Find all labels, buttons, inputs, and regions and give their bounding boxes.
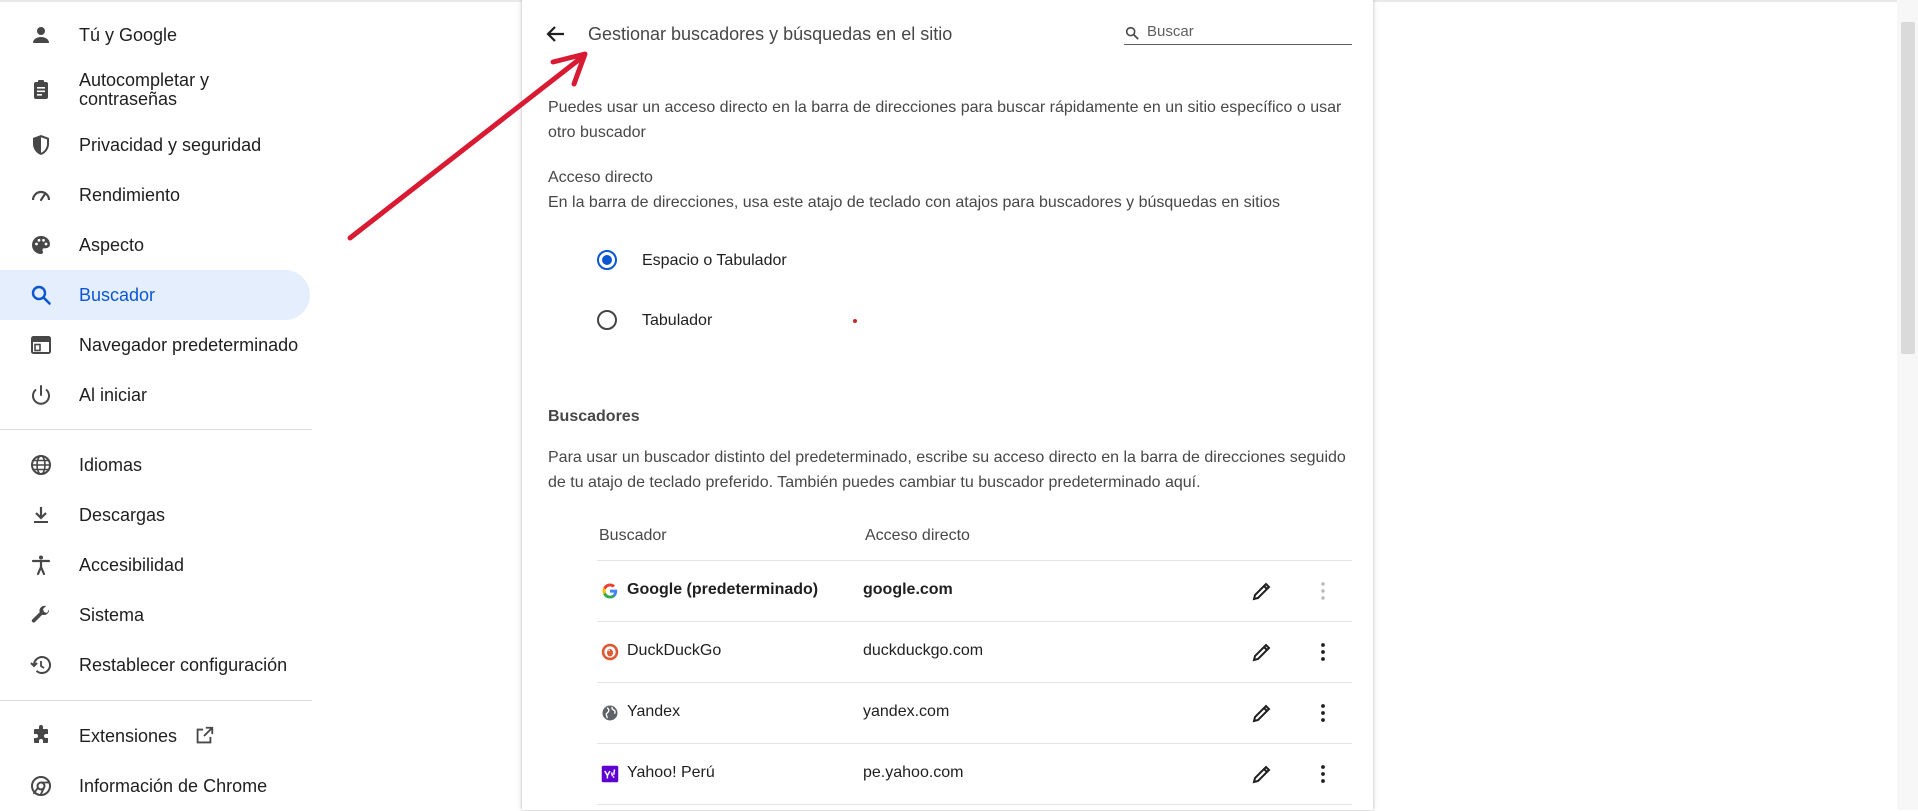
search-icon [1124, 25, 1140, 41]
sidebar-item-label: Accesibilidad [79, 555, 185, 575]
sidebar-item-downloads[interactable] [0, 490, 310, 540]
sidebar-item-label: Idiomas [79, 455, 143, 475]
table-row [597, 682, 1352, 744]
sidebar-item-label: Navegador predeterminado [79, 335, 299, 355]
sidebar-item-accessibility[interactable] [0, 540, 310, 590]
palette-icon [29, 233, 53, 257]
annotation-arrow-icon [340, 40, 600, 250]
sidebar-item-label: Descargas [79, 505, 166, 525]
shortcut-heading: Acceso directo [548, 169, 653, 186]
more-vert-icon[interactable] [1311, 762, 1335, 786]
sidebar-item-extensions[interactable] [0, 711, 310, 761]
engine-shortcut: yandex.com [863, 703, 950, 720]
sidebar-item-default-browser[interactable] [0, 320, 310, 370]
sidebar-item-autofill[interactable] [0, 65, 310, 115]
table-row [597, 621, 1352, 683]
sidebar-item-label: Autocompletar y contraseñas [79, 70, 210, 109]
edit-pencil-icon[interactable] [1250, 762, 1274, 786]
table-row [597, 560, 1352, 622]
sidebar-item-system[interactable] [0, 590, 310, 640]
sidebar-item-performance[interactable] [0, 170, 310, 220]
sidebar-item-label: Buscador [79, 285, 156, 305]
red-dot-mark [853, 319, 857, 323]
radio-option-space-or-tab[interactable] [597, 250, 897, 278]
globe-icon [601, 704, 619, 722]
more-vert-icon[interactable] [1311, 640, 1335, 664]
speedometer-icon [29, 183, 53, 207]
edit-pencil-icon[interactable] [1250, 579, 1274, 603]
column-header-shortcut: Acceso directo [865, 527, 970, 544]
browser-window-icon [29, 333, 53, 357]
sidebar-item-about-chrome[interactable] [0, 761, 310, 811]
puzzle-icon [29, 724, 53, 748]
engine-shortcut: google.com [863, 581, 953, 598]
more-vert-icon[interactable] [1311, 701, 1335, 725]
more-vert-icon[interactable] [1311, 579, 1335, 603]
sidebar-item-languages[interactable] [0, 440, 310, 490]
restore-icon [29, 653, 53, 677]
table-bottom-border [597, 804, 1352, 805]
search-icon [29, 283, 53, 307]
intro-text: Puedes usar un acceso directo en la barra de direcciones para buscar rápidamente en un sitio específico o usar otro buscador [548, 99, 1342, 141]
sidebar-item-label: Sistema [79, 605, 145, 625]
radio-label: Espacio o Tabulador [642, 252, 787, 269]
shortcut-description: En la barra de direcciones, usa este atajo de teclado con atajos para buscadores y búsquedas en sitios [548, 194, 1281, 211]
radio-option-tab[interactable] [597, 310, 897, 338]
sidebar-divider [0, 700, 312, 701]
sidebar-item-you-and-google[interactable] [0, 10, 310, 60]
shield-icon [29, 133, 53, 157]
globe-icon [29, 453, 53, 477]
engines-description: Para usar un buscador distinto del predeterminado, escribe su acceso directo en la barra de direcciones seguido de tu atajo de teclado preferido. También puedes cambiar tu buscador predeterminado aquí. [548, 449, 1346, 491]
sidebar-item-label: Privacidad y seguridad [79, 135, 262, 155]
engines-heading: Buscadores [548, 408, 640, 425]
engine-name: Yahoo! Perú [627, 764, 715, 781]
radio-label: Tabulador [642, 312, 713, 329]
external-link-icon[interactable] [193, 725, 215, 747]
sidebar-item-reset[interactable] [0, 640, 310, 690]
search-input[interactable] [1147, 23, 1347, 40]
search-engines-panel [522, 0, 1373, 810]
sidebar-item-appearance[interactable] [0, 220, 310, 270]
yahoo-icon [601, 765, 619, 783]
person-icon [29, 23, 53, 47]
engine-shortcut: duckduckgo.com [863, 642, 984, 659]
clipboard-icon [29, 78, 53, 102]
engine-name: Google (predeterminado) [627, 581, 819, 598]
page-title: Gestionar buscadores y búsquedas en el sitio [588, 24, 953, 44]
sidebar-item-search-engine[interactable] [0, 270, 310, 320]
radio-button-selected[interactable] [597, 250, 617, 270]
power-icon [29, 383, 53, 407]
engine-name: Yandex [627, 703, 681, 720]
duckduckgo-icon [601, 643, 619, 661]
google-icon [601, 582, 619, 600]
sidebar-item-label: Tú y Google [79, 25, 178, 45]
engine-name: DuckDuckGo [627, 642, 722, 659]
page-scrollbar-thumb[interactable] [1901, 22, 1915, 354]
chrome-icon [29, 774, 53, 798]
download-icon [29, 503, 53, 527]
sidebar-divider [0, 429, 312, 430]
column-header-engine: Buscador [599, 527, 667, 544]
search-box[interactable] [1124, 20, 1352, 45]
engine-shortcut: pe.yahoo.com [863, 764, 964, 781]
sidebar-item-label: Al iniciar [79, 385, 148, 405]
radio-button[interactable] [597, 310, 617, 330]
table-row [597, 743, 1352, 805]
edit-pencil-icon[interactable] [1250, 640, 1274, 664]
sidebar-item-label: Aspecto [79, 235, 145, 255]
sidebar-item-on-startup[interactable] [0, 370, 310, 420]
accessibility-icon [29, 553, 53, 577]
sidebar-item-label: Restablecer configuración [79, 655, 288, 675]
sidebar-item-label: Extensiones [79, 726, 178, 746]
wrench-icon [29, 603, 53, 627]
sidebar-item-label: Información de Chrome [79, 776, 268, 796]
edit-pencil-icon[interactable] [1250, 701, 1274, 725]
sidebar-item-label: Rendimiento [79, 185, 181, 205]
sidebar-item-privacy[interactable] [0, 120, 310, 170]
settings-sidebar [0, 0, 320, 810]
